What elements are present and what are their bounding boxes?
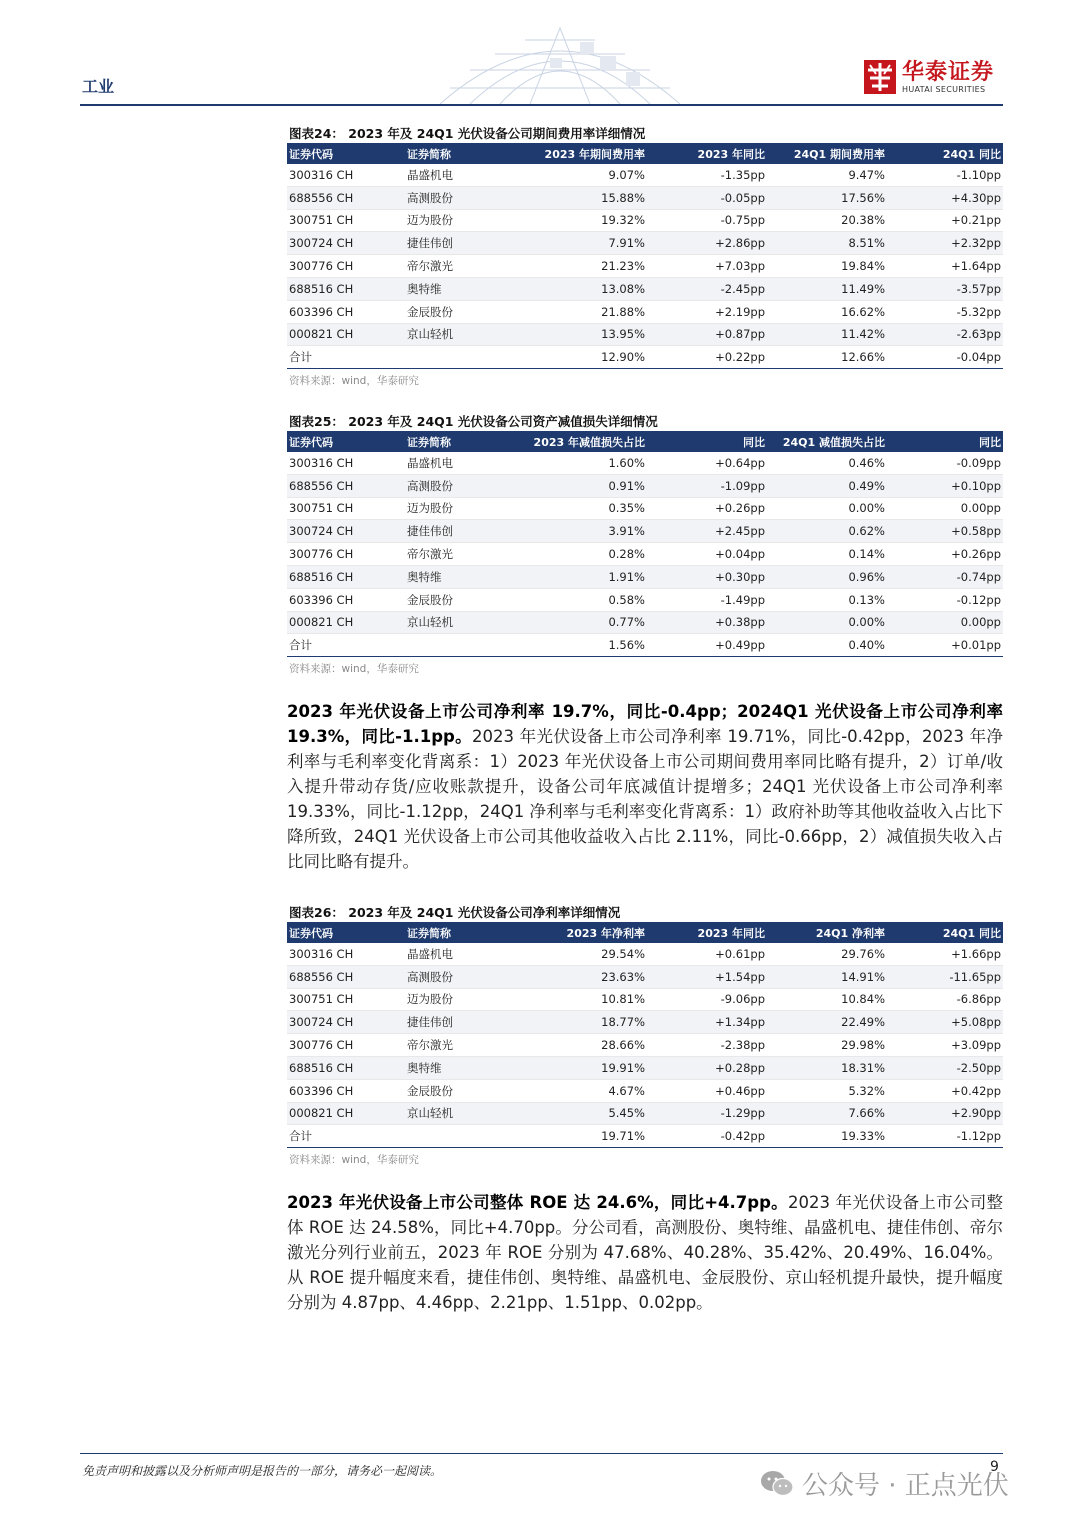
table-cell: 1.91%: [523, 565, 647, 588]
table-row: [287, 1011, 1003, 1034]
table-cell: -9.06pp: [647, 988, 767, 1011]
table-cell: +7.03pp: [647, 255, 767, 278]
table-cell: 0.46%: [767, 452, 887, 474]
table-cell: 19.91%: [523, 1056, 647, 1079]
table-row: [287, 965, 1003, 988]
table-cell: 29.98%: [767, 1034, 887, 1057]
expense-ratio-table: [287, 143, 1003, 369]
table-cell: +0.01pp: [887, 634, 1003, 657]
table-cell: +0.21pp: [887, 209, 1003, 232]
table-cell: +0.64pp: [647, 452, 767, 474]
table-row: [287, 255, 1003, 278]
table-cell: +0.58pp: [887, 520, 1003, 543]
table-cell: 合计: [287, 346, 405, 369]
table-cell: 0.62%: [767, 520, 887, 543]
table-cell: 高测股份: [405, 474, 523, 497]
table-row: [287, 323, 1003, 346]
table-cell: 10.84%: [767, 988, 887, 1011]
table-row: [287, 277, 1003, 300]
table-cell: 300724 CH: [287, 520, 405, 543]
table-row: [287, 1079, 1003, 1102]
table-row: [287, 186, 1003, 209]
table-row: [287, 588, 1003, 611]
table-cell: 688556 CH: [287, 474, 405, 497]
col-header: 证券简称: [405, 922, 523, 943]
table-cell: +2.90pp: [887, 1102, 1003, 1125]
table-cell: 金辰股份: [405, 588, 523, 611]
table-cell: -0.09pp: [887, 452, 1003, 474]
table-cell: 688556 CH: [287, 965, 405, 988]
col-header: 24Q1 同比: [887, 143, 1003, 164]
table-cell: +2.19pp: [647, 300, 767, 323]
table-cell: 金辰股份: [405, 1079, 523, 1102]
table-cell: +0.61pp: [647, 943, 767, 965]
col-header: 2023 年同比: [647, 143, 767, 164]
table-cell: -6.86pp: [887, 988, 1003, 1011]
table-cell: 0.91%: [523, 474, 647, 497]
table-cell: +2.86pp: [647, 232, 767, 255]
paragraph-body: 2023 年光伏设备上市公司整体 ROE 达 24.58%，同比+4.70pp。分公司看，高测股份、奥特维、晶盛机电、捷佳伟创、帝尔激光分列行业前五，2023 年 ROE 分别为 47.68%、40.28%、35.42%、20.49%、16.04%。从 ROE 提升幅度来看，捷佳伟创、奥特维、晶盛机电、金辰股份、京山轻机提升最快，提升幅度分别为 4.87pp、4.46pp、2.21pp、1.51pp、0.02pp。: [287, 1193, 1003, 1312]
table-cell: 19.32%: [523, 209, 647, 232]
table-row: [287, 565, 1003, 588]
table-cell: 7.66%: [767, 1102, 887, 1125]
table-cell: 22.49%: [767, 1011, 887, 1034]
table-cell: 14.91%: [767, 965, 887, 988]
table-cell: 0.00pp: [887, 497, 1003, 520]
table-body: [287, 452, 1003, 657]
roe-paragraph: [287, 1190, 1003, 1315]
col-header: 24Q1 减值损失占比: [767, 431, 887, 452]
col-header: 同比: [887, 431, 1003, 452]
table-row: [287, 943, 1003, 965]
table-cell: [405, 634, 523, 657]
table-cell: 高测股份: [405, 965, 523, 988]
table-cell: 21.23%: [523, 255, 647, 278]
table-cell: 300751 CH: [287, 209, 405, 232]
table-row: [287, 209, 1003, 232]
table-cell: 17.56%: [767, 186, 887, 209]
table-cell: 合计: [287, 1125, 405, 1148]
table-cell: 23.63%: [523, 965, 647, 988]
net-margin-table: [287, 922, 1003, 1148]
col-header: 证券代码: [287, 922, 405, 943]
table-cell: +0.38pp: [647, 611, 767, 634]
table-cell: +2.32pp: [887, 232, 1003, 255]
table-cell: 合计: [287, 634, 405, 657]
table-cell: -11.65pp: [887, 965, 1003, 988]
col-header: 同比: [647, 431, 767, 452]
paragraph-lead: 2023 年光伏设备上市公司净利率 19.7%，同比-0.4pp；2024Q1 光伏设备上市公司净利率 19.3%，同比-1.1pp。: [287, 702, 1003, 746]
table-cell: -1.09pp: [647, 474, 767, 497]
table-cell: +0.22pp: [647, 346, 767, 369]
table-cell: 4.67%: [523, 1079, 647, 1102]
table-cell: 晶盛机电: [405, 452, 523, 474]
table-cell: +1.66pp: [887, 943, 1003, 965]
paragraph-lead: 2023 年光伏设备上市公司整体 ROE 达 24.6%，同比+4.7pp。: [287, 1193, 788, 1212]
table-cell: 帝尔激光: [405, 255, 523, 278]
col-header: 证券代码: [287, 431, 405, 452]
table-row: [287, 164, 1003, 186]
table-cell: 京山轻机: [405, 323, 523, 346]
table-cell: 300751 CH: [287, 497, 405, 520]
table-cell: +2.45pp: [647, 520, 767, 543]
table-cell: +0.87pp: [647, 323, 767, 346]
col-header: 证券简称: [405, 431, 523, 452]
table-cell: 0.96%: [767, 565, 887, 588]
table-cell: 12.66%: [767, 346, 887, 369]
table-cell: 1.60%: [523, 452, 647, 474]
page-number: 9: [990, 1459, 999, 1475]
table-cell: -1.29pp: [647, 1102, 767, 1125]
table-cell: 0.28%: [523, 543, 647, 566]
net-margin-paragraph: [287, 699, 1003, 874]
table-cell: +0.26pp: [887, 543, 1003, 566]
table-cell: -1.10pp: [887, 164, 1003, 186]
col-header: 24Q1 期间费用率: [767, 143, 887, 164]
table-cell: 300751 CH: [287, 988, 405, 1011]
table-cell: +1.64pp: [887, 255, 1003, 278]
table-row: [287, 497, 1003, 520]
table-row: [287, 520, 1003, 543]
table-cell: 21.88%: [523, 300, 647, 323]
table-cell: 688516 CH: [287, 565, 405, 588]
table-row: [287, 1102, 1003, 1125]
table-cell: 300776 CH: [287, 1034, 405, 1057]
table-cell: 300724 CH: [287, 1011, 405, 1034]
table-cell: 000821 CH: [287, 611, 405, 634]
table-cell: 688556 CH: [287, 186, 405, 209]
table-cell: +5.08pp: [887, 1011, 1003, 1034]
source-note: 资料来源：wind，华泰研究: [289, 663, 419, 676]
table-cell: 捷佳伟创: [405, 1011, 523, 1034]
table-row: [287, 232, 1003, 255]
table-cell: 0.00pp: [887, 611, 1003, 634]
table-cell: +1.54pp: [647, 965, 767, 988]
table-cell: 0.77%: [523, 611, 647, 634]
table-cell: 帝尔激光: [405, 543, 523, 566]
table-cell: 奥特维: [405, 565, 523, 588]
table-cell: 晶盛机电: [405, 164, 523, 186]
table-cell: 7.91%: [523, 232, 647, 255]
table-cell: 29.54%: [523, 943, 647, 965]
col-header: 证券代码: [287, 143, 405, 164]
table-row: [287, 1034, 1003, 1057]
table-cell: 金辰股份: [405, 300, 523, 323]
table-cell: 18.31%: [767, 1056, 887, 1079]
table-cell: 20.38%: [767, 209, 887, 232]
table-cell: 8.51%: [767, 232, 887, 255]
table-cell: 300316 CH: [287, 943, 405, 965]
table-cell: 5.32%: [767, 1079, 887, 1102]
table-row: [287, 543, 1003, 566]
table-cell: 0.13%: [767, 588, 887, 611]
table-cell: 迈为股份: [405, 209, 523, 232]
table-cell: -0.74pp: [887, 565, 1003, 588]
table-cell: 奥特维: [405, 1056, 523, 1079]
exhibit-title: 图表25： 2023 年及 24Q1 光伏设备公司资产减值损失详细情况: [289, 414, 658, 429]
table-cell: +0.30pp: [647, 565, 767, 588]
col-header: 2023 年同比: [647, 922, 767, 943]
table-cell: 迈为股份: [405, 988, 523, 1011]
table-cell: -0.12pp: [887, 588, 1003, 611]
table-cell: [405, 346, 523, 369]
table-cell: 1.56%: [523, 634, 647, 657]
logo-english-name: HUATAI SECURITIES: [902, 84, 986, 94]
table-cell: +0.46pp: [647, 1079, 767, 1102]
table-cell: 5.45%: [523, 1102, 647, 1125]
table-cell: -1.35pp: [647, 164, 767, 186]
table-cell: -0.75pp: [647, 209, 767, 232]
table-cell: 300724 CH: [287, 232, 405, 255]
table-cell: 11.42%: [767, 323, 887, 346]
exhibit-26: [287, 904, 1003, 1167]
table-cell: 0.49%: [767, 474, 887, 497]
source-note: 资料来源：wind，华泰研究: [289, 1154, 419, 1167]
table-cell: 18.77%: [523, 1011, 647, 1034]
table-cell: 京山轻机: [405, 1102, 523, 1125]
table-cell: 0.00%: [767, 497, 887, 520]
table-row: [287, 611, 1003, 634]
table-cell: 0.14%: [767, 543, 887, 566]
table-total-row: [287, 346, 1003, 369]
table-cell: 0.58%: [523, 588, 647, 611]
table-cell: 10.81%: [523, 988, 647, 1011]
table-cell: 000821 CH: [287, 1102, 405, 1125]
globe-graphic: [430, 18, 690, 106]
table-row: [287, 300, 1003, 323]
table-cell: 奥特维: [405, 277, 523, 300]
table-cell: +3.09pp: [887, 1034, 1003, 1057]
wechat-icon: [760, 1469, 794, 1499]
table-cell: -1.12pp: [887, 1125, 1003, 1148]
paragraph-body: 2023 年光伏设备上市公司净利率 19.71%，同比-0.42pp，2023 年净利率与毛利率变化背离系：1）2023 年光伏设备上市公司期间费用率同比略有提升，2）订单/收入提升带动存货/应收账款提升，设备公司年底减值计提增多；24Q1 光伏设备上市公司净利率 19.33%，同比-1.12pp，24Q1 净利率与毛利率变化背离系：1）政府补助等其他收益收入占比下降所致，24Q1 光伏设备上市公司其他收益收入占比 2.11%，同比-0.66pp，2）减值损失收入占比同比略有提升。: [287, 727, 1003, 871]
col-header: 24Q1 净利率: [767, 922, 887, 943]
huatai-logo: [864, 60, 994, 94]
exhibit-title: 图表26： 2023 年及 24Q1 光伏设备公司净利率详细情况: [289, 905, 621, 920]
table-cell: 000821 CH: [287, 323, 405, 346]
watermark: [760, 1465, 1009, 1502]
table-cell: 28.66%: [523, 1034, 647, 1057]
table-cell: -2.63pp: [887, 323, 1003, 346]
table-cell: 688516 CH: [287, 277, 405, 300]
table-cell: -1.49pp: [647, 588, 767, 611]
source-note: 资料来源：wind，华泰研究: [289, 375, 419, 388]
table-cell: +1.34pp: [647, 1011, 767, 1034]
exhibit-title: 图表24： 2023 年及 24Q1 光伏设备公司期间费用率详细情况: [289, 126, 646, 141]
table-cell: 9.47%: [767, 164, 887, 186]
table-cell: 300316 CH: [287, 164, 405, 186]
table-cell: 0.00%: [767, 611, 887, 634]
col-header: 24Q1 同比: [887, 922, 1003, 943]
table-cell: 3.91%: [523, 520, 647, 543]
table-cell: 帝尔激光: [405, 1034, 523, 1057]
logo-chinese-name: 华泰证券: [902, 59, 995, 85]
col-header: 2023 年减值损失占比: [523, 431, 647, 452]
impairment-loss-table: [287, 431, 1003, 657]
table-cell: 15.88%: [523, 186, 647, 209]
table-cell: 29.76%: [767, 943, 887, 965]
disclaimer-note: 免责声明和披露以及分析师声明是报告的一部分，请务必一起阅读。: [82, 1464, 443, 1478]
table-cell: 19.84%: [767, 255, 887, 278]
table-cell: 300316 CH: [287, 452, 405, 474]
section-label: 工业: [82, 77, 115, 96]
table-cell: 捷佳伟创: [405, 232, 523, 255]
header-divider: [80, 104, 1003, 106]
table-cell: 603396 CH: [287, 300, 405, 323]
table-cell: 16.62%: [767, 300, 887, 323]
col-header: 证券简称: [405, 143, 523, 164]
table-cell: +0.42pp: [887, 1079, 1003, 1102]
table-cell: 晶盛机电: [405, 943, 523, 965]
table-cell: +0.04pp: [647, 543, 767, 566]
watermark-text: 公众号 · 正点光伏: [802, 1471, 1009, 1501]
table-cell: 迈为股份: [405, 497, 523, 520]
table-cell: -2.38pp: [647, 1034, 767, 1057]
table-cell: 捷佳伟创: [405, 520, 523, 543]
table-cell: 高测股份: [405, 186, 523, 209]
table-cell: -2.45pp: [647, 277, 767, 300]
table-cell: -0.42pp: [647, 1125, 767, 1148]
table-row: [287, 1056, 1003, 1079]
table-cell: 300776 CH: [287, 543, 405, 566]
col-header: 2023 年净利率: [523, 922, 647, 943]
table-cell: 0.35%: [523, 497, 647, 520]
table-total-row: [287, 1125, 1003, 1148]
exhibit-24: [287, 125, 1003, 388]
col-header: 2023 年期间费用率: [523, 143, 647, 164]
table-cell: +0.49pp: [647, 634, 767, 657]
footer-divider: [80, 1453, 1003, 1454]
table-cell: 688516 CH: [287, 1056, 405, 1079]
table-cell: 0.40%: [767, 634, 887, 657]
table-cell: -5.32pp: [887, 300, 1003, 323]
table-cell: 9.07%: [523, 164, 647, 186]
huatai-logo-mark-icon: [864, 60, 896, 94]
table-row: [287, 474, 1003, 497]
table-cell: -0.05pp: [647, 186, 767, 209]
table-cell: 11.49%: [767, 277, 887, 300]
table-cell: [405, 1125, 523, 1148]
table-cell: 603396 CH: [287, 588, 405, 611]
table-cell: 13.08%: [523, 277, 647, 300]
table-cell: -0.04pp: [887, 346, 1003, 369]
table-cell: +0.28pp: [647, 1056, 767, 1079]
table-cell: 603396 CH: [287, 1079, 405, 1102]
table-row: [287, 988, 1003, 1011]
table-cell: +0.10pp: [887, 474, 1003, 497]
table-cell: 19.33%: [767, 1125, 887, 1148]
table-cell: -2.50pp: [887, 1056, 1003, 1079]
table-cell: 12.90%: [523, 346, 647, 369]
table-cell: 京山轻机: [405, 611, 523, 634]
table-cell: 300776 CH: [287, 255, 405, 278]
table-cell: 19.71%: [523, 1125, 647, 1148]
table-cell: +0.26pp: [647, 497, 767, 520]
table-total-row: [287, 634, 1003, 657]
table-cell: -3.57pp: [887, 277, 1003, 300]
table-row: [287, 452, 1003, 474]
exhibit-25: [287, 413, 1003, 676]
table-header-row: [287, 143, 1003, 164]
table-header-row: [287, 431, 1003, 452]
table-body: [287, 943, 1003, 1148]
table-cell: 13.95%: [523, 323, 647, 346]
table-cell: +4.30pp: [887, 186, 1003, 209]
table-body: [287, 164, 1003, 369]
table-header-row: [287, 922, 1003, 943]
